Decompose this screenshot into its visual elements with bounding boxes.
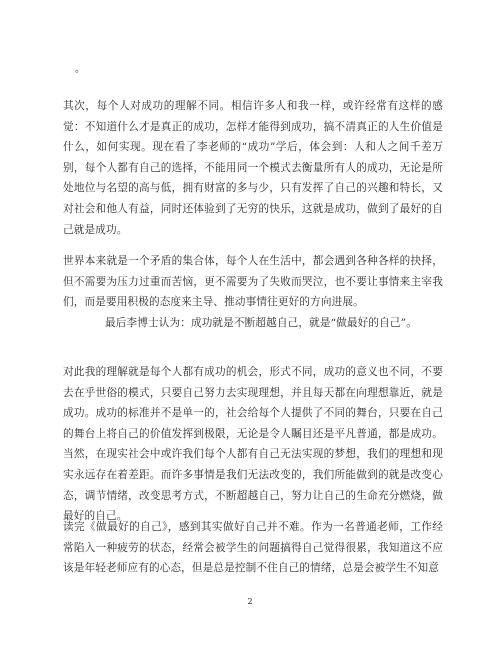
- paragraph-dr-li-conclusion: 最后李博士认为：成功就是不断超越自己，就是“做最好的自己”。: [105, 317, 417, 329]
- paragraph-success-understanding: 其次，每个人对成功的理解不同。相信许多人和我一样，或许经常有这样的感觉：不知道什么才是真正的成功，怎样才能得到成功，搞不清真正的人生价值是什么，如何实现。现在看了李老师的“成功”学后，体会到：人和人之间千差万别，每个人都有自己的选择，不能用同一个模式去衡量所有人的成功，无论是所处地位与名望的高与低，拥有财富的多与少，只有发挥了自己的兴趣和特长，又对社会和他人有益，同时还体验到了无穷的快乐，这就是成功，做到了最好的自己就是成功。: [63, 100, 443, 236]
- page-number: 2: [247, 597, 253, 606]
- paragraph-world-contradiction: 世界本来就是一个矛盾的集合体，每个人在生活中，都会遇到各种各样的抉择，但不需要为压力过重而苦恼，更不需要为了失败而哭泣，也不要让事情来主宰我们，而是要用积极的态度来主导、推动事情往更好的方向进展。: [63, 255, 443, 309]
- paragraph-my-understanding: 对此我的理解就是每个人都有成功的机会，形式不同，成功的意义也不同，不要去在乎世俗的模式，只要自己努力去实现理想，并且每天都在向理想靠近，就是成功。成功的标准并不是单一的，社会给每个人提供了不同的舞台，只要在自己的舞台上将自己的价值发挥到极限，无论是令人瞩目还是平凡普通，都是成功。当然，在现实社会中或许我们每个人都有自己无法实现的梦想，我们的理想和现实永远存在着差距。而许多事情是我们无法改变的，我们所能做到的就是改变心态，调节情绪，改变思考方式，不断超越自己，努力让自己的生命充分燃烧，做最好的自己。: [63, 366, 443, 523]
- paragraph-after-reading: 读完《做最好的自己》，感到其实做好自己并不难。作为一名普通老师，工作经常陷入一种疲劳的状态，经常会被学生的问题搞得自己觉得很累，我知道这不应该是年轻老师应有的心态，但是总是控制不住自己的情绪，总是会被学生不知意: [63, 521, 443, 575]
- leading-mark: 。: [75, 64, 85, 75]
